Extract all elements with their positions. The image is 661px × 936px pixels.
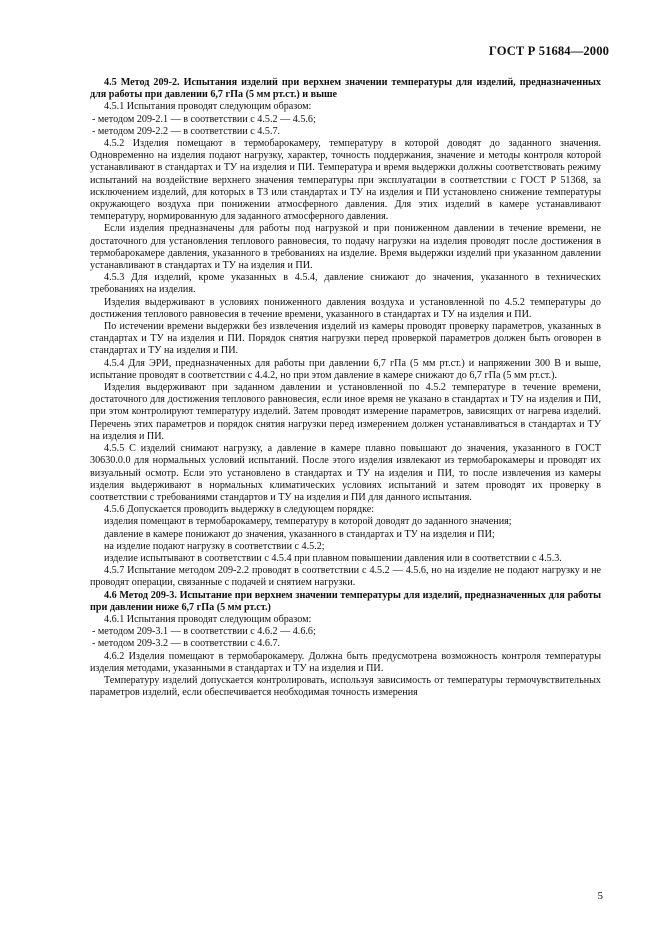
paragraph: 4.5.5 С изделий снимают нагрузку, а давление в камере плавно повышают до значения, указанного в ГОСТ 30630.0.0 для нормальных условий испытаний. После этого изделия извлекают из термобарокамеры и проводят их визуальный осмотр. Если это установлено в стандартах и ТУ на изделия и ПИ, то после извлечения из камеры изделия выдерживают в нормальных климатических условиях испытаний и затем проводят их проверку в соответствии с требованиями стандартов и ТУ на изделия и ПИ для данного испытания. bbox=[90, 443, 601, 503]
section-heading: 4.5 Метод 209-2. Испытания изделий при верхнем значении температуры для изделий, предназначенных для работы при давлении 6,7 гПа (5 мм рт.ст.) и выше bbox=[90, 77, 601, 101]
list-item: - методом 209-2.1 — в соответствии с 4.5.2 — 4.5.6; bbox=[92, 113, 316, 125]
body-text bbox=[90, 77, 601, 699]
paragraph: 4.5.2 Изделия помещают в термобарокамеру, температуру в которой доводят до заданного значения. Одновременно на изделия подают нагрузку, характер, точность поддержания, значение и методы контроля которой устанавливают в стандартах и ТУ на изделия и ПИ. Температура и время выдержки должны соответствовать режиму испытаний на воздействие верхнего значения температуры при эксплуатации в соответствии с ГОСТ Р 51368, за исключением изделий, для которых в ТЗ или стандартах и ТУ на изделия и ПИ установлено снижение температуры окружающего воздуха при понижении атмосферного давления. Для этих изделий в камере устанавливают температуру, нормированную для заданного атмосферного давления. bbox=[90, 138, 601, 223]
list-item: - методом 209-3.1 — в соответствии с 4.6.2 — 4.6.6; bbox=[92, 626, 316, 638]
paragraph: 4.6.2 Изделия помещают в термобарокамеру. Должна быть предусмотрена возможность контроля температуры изделия методами, указанными в стандартах и ТУ на изделия и ПИ. bbox=[90, 650, 601, 674]
paragraph: на изделие подают нагрузку в соответствии с 4.5.2; bbox=[104, 540, 325, 552]
paragraph: Температуру изделий допускается контролировать, используя зависимость от температуры термочувствительных параметров изделий, если обеспечивается необходимая точность измерения bbox=[90, 674, 601, 699]
paragraph: По истечении времени выдержки без извлечения изделий из камеры проводят проверку параметров, указанных в стандартах и ТУ на изделия и ПИ. Порядок снятия нагрузки перед проверкой параметров должен быть оговорен в стандартах и ТУ на изделия и ПИ. bbox=[90, 321, 601, 357]
paragraph: Если изделия предназначены для работы под нагрузкой и при пониженном давлении в течение времени, не достаточного для установления теплового равновесия, то подачу нагрузки на изделия проводят после достижения в термобарокамере давления, указанного в требованиях на изделие. Время выдержки изделий при указанном давлении устанавливают в стандартах и ТУ на изделия и ПИ. bbox=[90, 223, 601, 272]
paragraph: Изделия выдерживают в условиях пониженного давления воздуха и установленной по 4.5.2 температуры до достижения теплового равновесия в течение времени, указанного в стандартах и ТУ на изделия и ПИ. bbox=[90, 296, 601, 320]
paragraph: изделия помещают в термобарокамеру, температуру в которой доводят до заданного значения; bbox=[104, 516, 512, 528]
page-number: 5 bbox=[597, 890, 603, 902]
paragraph: изделие испытывают в соответствии с 4.5.4 при плавном повышении давления или в соответствии с 4.5.3. bbox=[104, 552, 562, 564]
list-item: - методом 209-3.2 — в соответствии с 4.6.7. bbox=[92, 638, 281, 650]
paragraph: 4.6.1 Испытания проводят следующим образом: bbox=[104, 613, 312, 625]
paragraph: давление в камере понижают до значения, указанного в стандартах и ТУ на изделия и ПИ; bbox=[104, 528, 495, 540]
list-item: - методом 209-2.2 — в соответствии с 4.5.7. bbox=[92, 125, 281, 137]
paragraph: 4.5.6 Допускается проводить выдержку в следующем порядке: bbox=[104, 504, 375, 516]
paragraph: 4.5.3 Для изделий, кроме указанных в 4.5.4, давление снижают до значения, указанного в технических требованиях на изделия. bbox=[90, 272, 601, 296]
paragraph: 4.5.7 Испытание методом 209-2.2 проводят в соответствии с 4.5.2 — 4.5.6, но на изделие не подают нагрузку и не проводят операции, связанные с подачей и снятием нагрузки. bbox=[90, 565, 601, 589]
paragraph: 4.5.1 Испытания проводят следующим образом: bbox=[104, 101, 312, 113]
paragraph: Изделия выдерживают при заданном давлении и установленной по 4.5.2 температуре в течение времени, достаточного для достижения теплового равновесия, если иное время не указано в стандартах и ТУ на изделия и ПИ, при этом контролируют температуру изделий. Затем проводят измерение параметров, зависящих от нагрева изделий. Перечень этих параметров и порядок снятия нагрузки перед измерением должен устанавливаться в стандартах и ТУ на изделия и ПИ. bbox=[90, 382, 601, 442]
paragraph: 4.5.4 Для ЭРИ, предназначенных для работы при давлении 6,7 гПа (5 мм рт.ст.) и напряжении 300 В и выше, испытание проводят в соответствии с 4.4.2, но при этом давление в камере снижают до 6,7 гПа (5 мм рт.ст.). bbox=[90, 357, 601, 381]
section-heading: 4.6 Метод 209-3. Испытание при верхнем значении температуры для изделий, предназначенных для работы при давлении ниже 6,7 гПа (5 мм рт.ст.) bbox=[90, 589, 601, 613]
standard-header: ГОСТ Р 51684—2000 bbox=[488, 44, 609, 58]
